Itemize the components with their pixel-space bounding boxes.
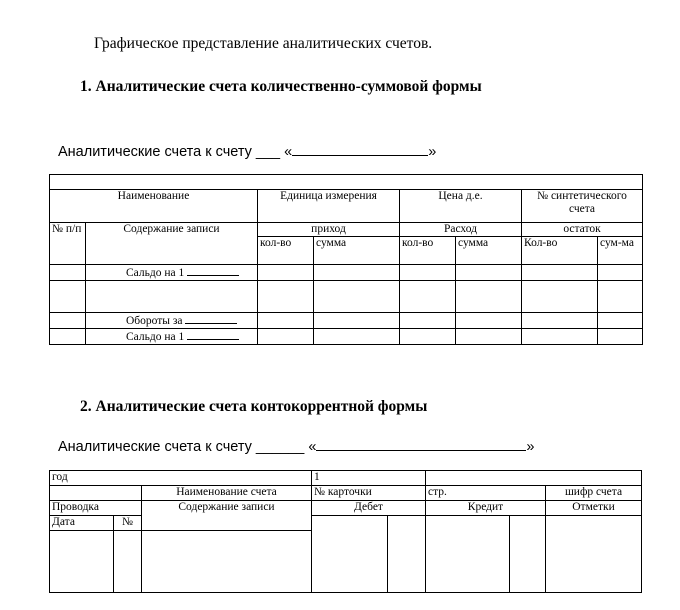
expense-qty-header: кол-во xyxy=(400,237,456,265)
section2-subtitle-suffix: » xyxy=(526,439,535,455)
turnover-cell xyxy=(86,313,258,329)
credit-header: Кредит xyxy=(426,501,546,516)
synthetic-account-header: № синтетического счета xyxy=(522,190,643,223)
quantity-sum-table xyxy=(49,174,643,345)
entry-number-header: № xyxy=(114,516,142,531)
balance-qty-header: Кол-во xyxy=(522,237,598,265)
page-header: стр. xyxy=(426,486,546,501)
account-name-blank xyxy=(316,438,526,451)
section1-heading: 1. Аналитические счета количественно-суммовой формы xyxy=(80,78,482,95)
number-cell: 1 xyxy=(312,471,426,486)
saldo-end-cell xyxy=(86,329,258,345)
row-number-header: № п/п xyxy=(50,223,86,265)
section1-subtitle-prefix: Аналитические счета к счету ___ « xyxy=(58,144,293,160)
date-header: Дата xyxy=(50,516,114,531)
saldo-start-label: Сальдо на 1 xyxy=(126,267,185,279)
saldo-end-label: Сальдо на 1 xyxy=(126,331,185,343)
section2-subtitle-prefix: Аналитические счета к счету ______ « xyxy=(58,439,317,455)
posting-header: Проводка xyxy=(50,501,142,516)
card-number-header: № карточки xyxy=(312,486,426,501)
date-blank xyxy=(187,265,239,276)
section2-heading: 2. Аналитические счета контокоррентной формы xyxy=(80,398,428,415)
expense-sum-header: сумма xyxy=(456,237,522,265)
content-header: Содержание записи xyxy=(142,501,312,531)
unit-header: Единица измерения xyxy=(258,190,400,223)
year-cell: год xyxy=(50,471,312,486)
income-sum-header: сумма xyxy=(314,237,400,265)
turnover-label: Обороты за xyxy=(126,315,183,327)
period-blank xyxy=(185,313,237,324)
contocurrent-table xyxy=(49,470,642,593)
expense-header: Расход xyxy=(400,223,522,237)
notes-header: Отметки xyxy=(546,501,642,516)
account-code-header: шифр счета xyxy=(546,486,642,501)
account-name-header: Наименование счета xyxy=(142,486,312,501)
name-header: Наименование xyxy=(50,190,258,223)
price-header: Цена д.е. xyxy=(400,190,522,223)
income-header: приход xyxy=(258,223,400,237)
section1-subtitle xyxy=(58,143,436,160)
account-name-blank xyxy=(292,143,428,156)
section2-subtitle xyxy=(58,438,534,455)
section1-subtitle-suffix: » xyxy=(428,144,437,160)
saldo-start-cell xyxy=(86,265,258,281)
balance-header: остаток xyxy=(522,223,643,237)
content-header: Содержание записи xyxy=(86,223,258,265)
page-title: Графическое представление аналитических счетов. xyxy=(94,35,433,52)
balance-sum-header: сум-ма xyxy=(598,237,643,265)
income-qty-header: кол-во xyxy=(258,237,314,265)
debit-header: Дебет xyxy=(312,501,426,516)
date-blank xyxy=(187,329,239,340)
